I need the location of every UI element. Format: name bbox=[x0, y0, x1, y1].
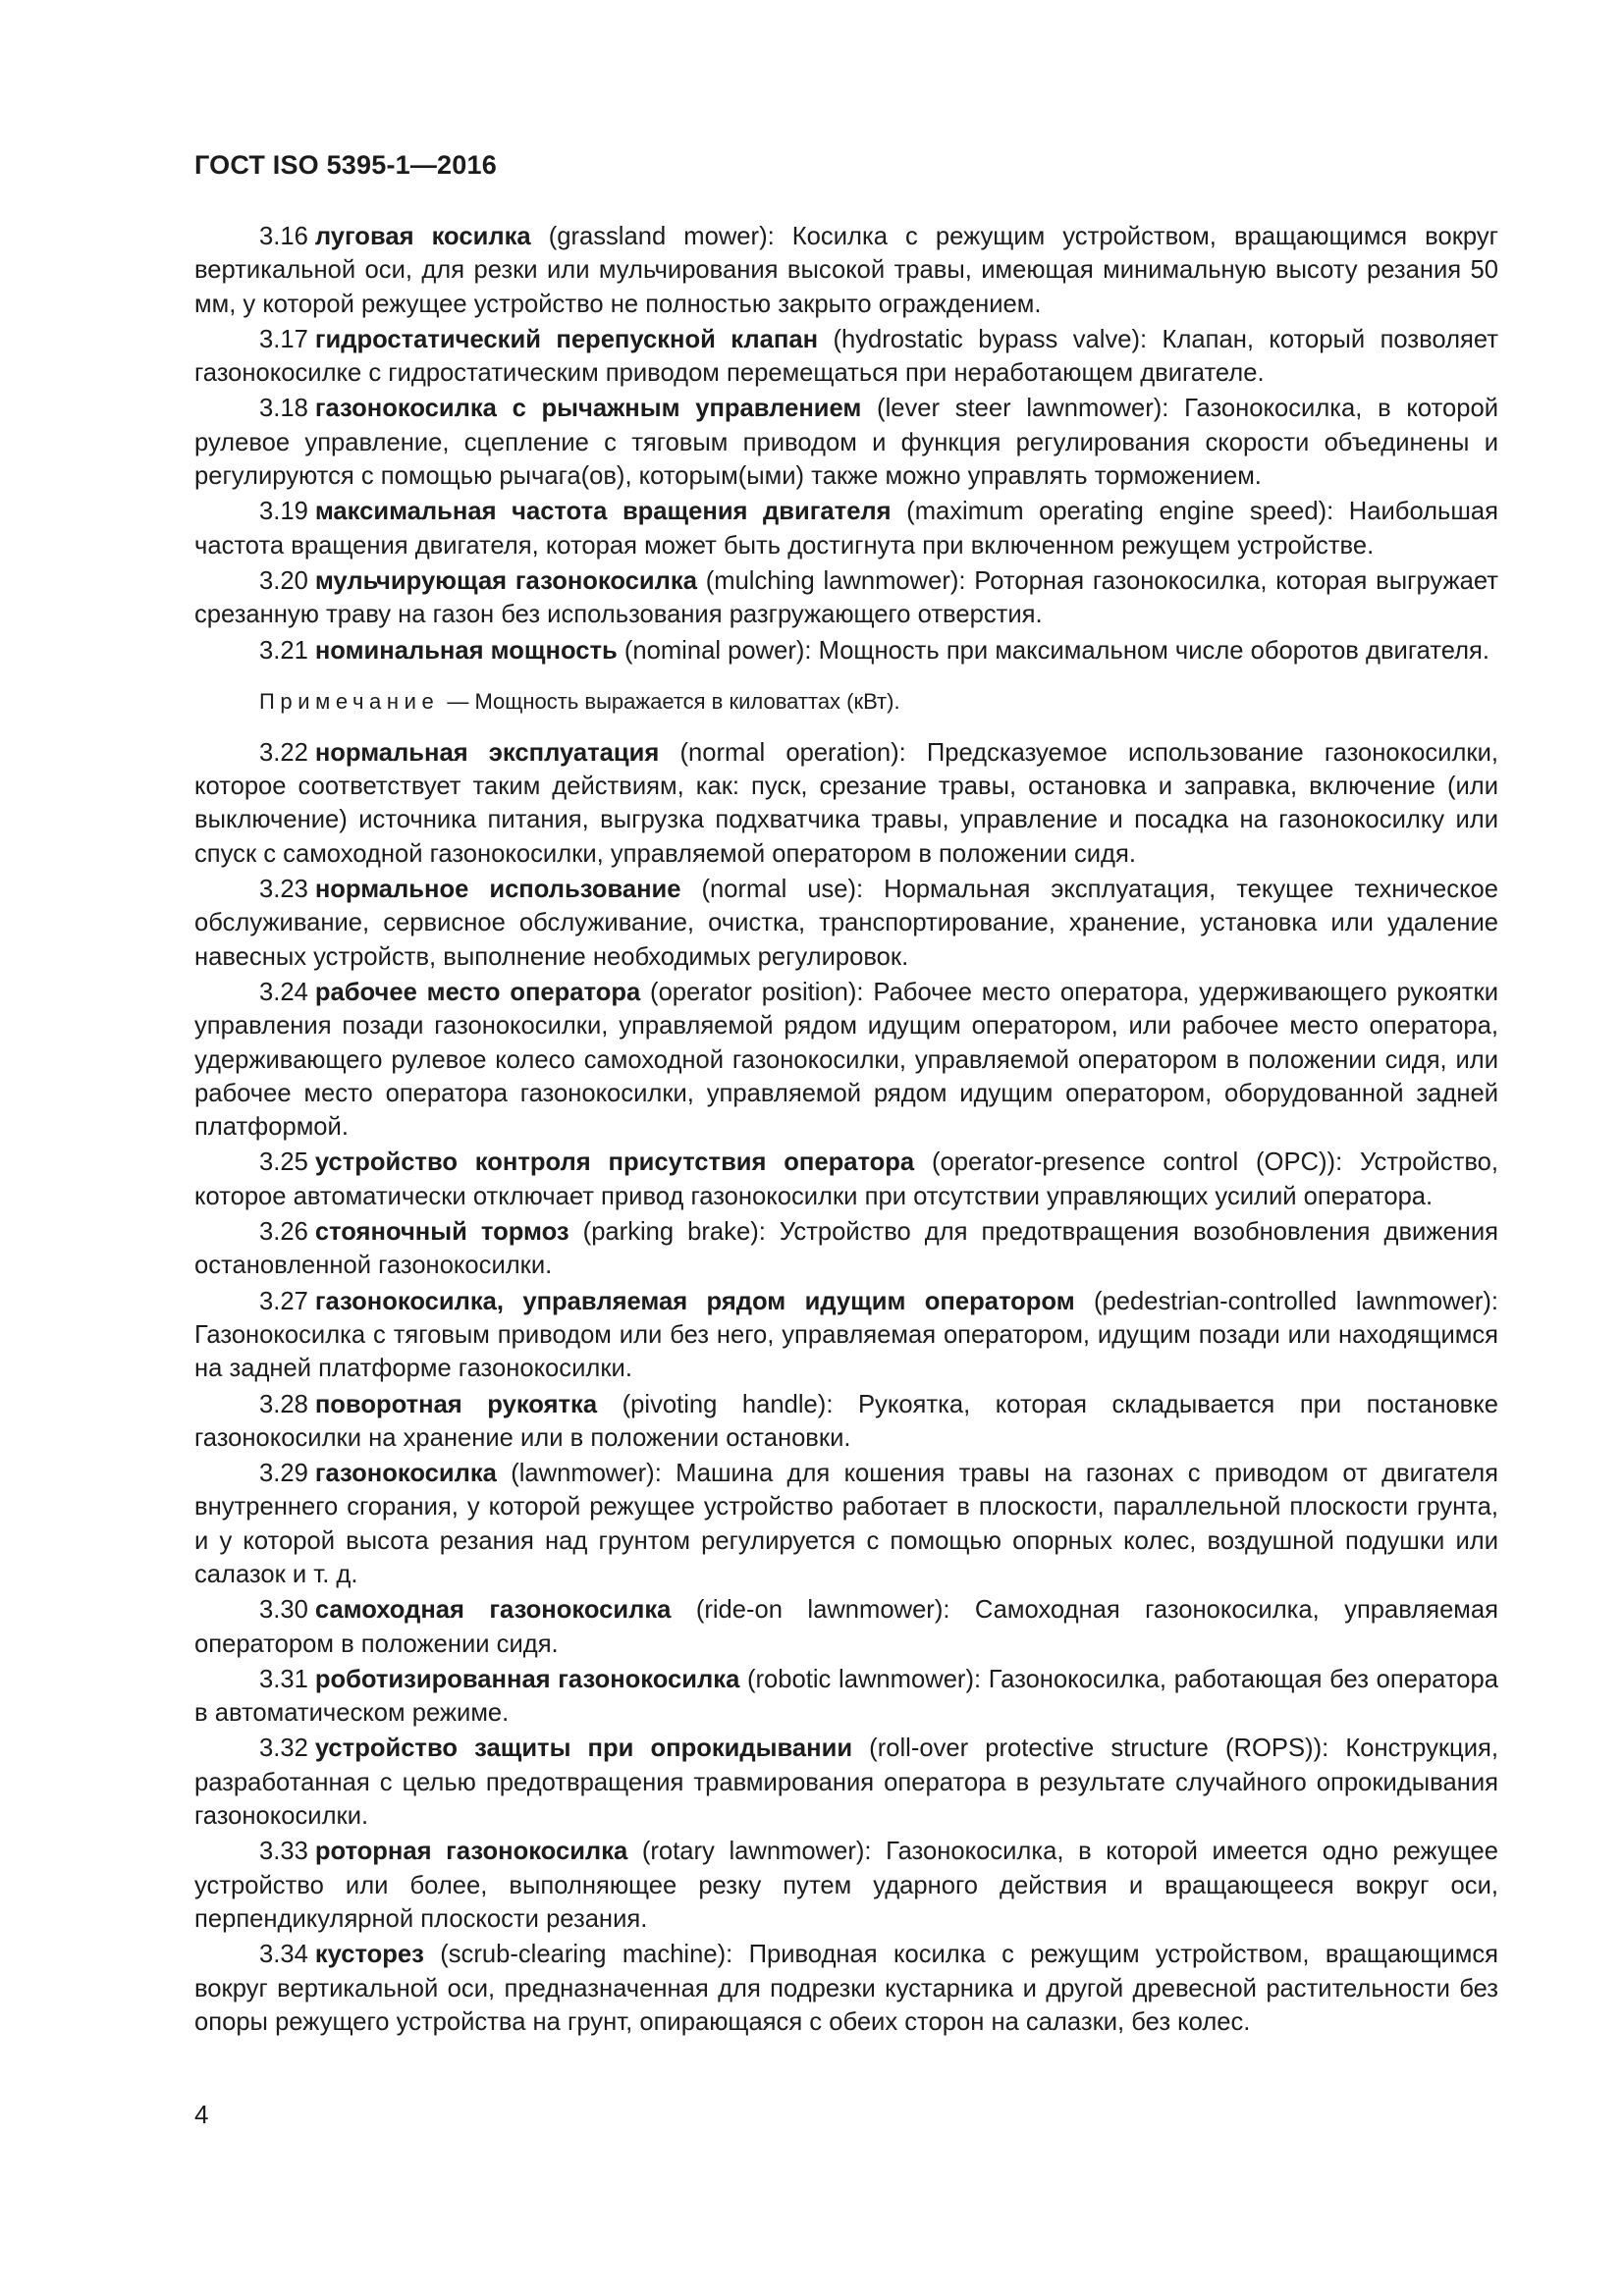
term-definition: (maximum operating engine speed): Наибольшая частота вращения двигателя, которая может быть достигнута при включенном режущем устройстве. bbox=[194, 498, 1499, 560]
term-name: кусторез bbox=[314, 1941, 424, 1969]
term-name: рабочее место оператора bbox=[314, 978, 641, 1006]
term-definition: (hydrostatic bypass valve): Клапан, который позволяет газонокосилке с гидростатическим приводом перемещаться при неработающем двигателе. bbox=[194, 325, 1498, 388]
term-name: устройство защиты при опрокидывании bbox=[314, 1735, 853, 1763]
term-number: 3.28 bbox=[259, 1390, 308, 1418]
term-definition: (roll-over protective structure (ROPS)): Конструкция, разработанная с целью предотвращения травмирования оператора в результате случайного опрокидывания газонокосилки. bbox=[194, 1735, 1498, 1831]
term-definition: (pedestrian-controlled lawnmower): Газонокосилка с тяговым приводом или без него, управляемая оператором, идущим позади или находящимся на задней платформе газонокосилки. bbox=[194, 1287, 1498, 1383]
note-label: Примечание bbox=[259, 688, 440, 714]
term-name: нормальное использование bbox=[314, 876, 681, 904]
term-definition: (ride-on lawnmower): Самоходная газонокосилка, управляемая оператором в положении сидя. bbox=[194, 1596, 1498, 1658]
term-entry bbox=[194, 1146, 1498, 1213]
term-entry bbox=[194, 1285, 1498, 1386]
term-name: устройство контроля присутствия оператора bbox=[314, 1148, 915, 1177]
term-name: нормальная эксплуатация bbox=[314, 738, 660, 767]
term-definition: (pivoting handle): Рукоятка, которая складывается при постановке газонокосилки на хранение или в положении остановки. bbox=[194, 1390, 1499, 1452]
term-entry bbox=[194, 564, 1498, 632]
term-name: поворотная рукоятка bbox=[314, 1390, 598, 1418]
term-definition: (grassland mower): Косилка с режущим устройством, вращающимся вокруг вертикальной оси, для резки или мульчирования высокой травы, имеющая минимальную высоту резания 50 мм, у которой режущее устройство не полностью закрыто ограждением. bbox=[194, 223, 1498, 318]
term-number: 3.20 bbox=[259, 566, 308, 595]
term-number: 3.27 bbox=[259, 1287, 308, 1315]
term-name: максимальная частота вращения двигателя bbox=[314, 498, 892, 526]
term-definition: (normal use): Нормальная эксплуатация, текущее техническое обслуживание, сервисное обслуживание, очистка, транспортирование, хранение, установка или удаление навесных устройств, выполнение необходимых регулировок. bbox=[194, 876, 1499, 971]
term-definition: (robotic lawnmower): Газонокосилка, работающая без оператора в автоматическом режиме. bbox=[194, 1665, 1498, 1728]
term-number: 3.29 bbox=[259, 1460, 308, 1488]
term-entry bbox=[194, 495, 1498, 562]
term-definition: (mulching lawnmower): Роторная газонокосилка, которая выгружает срезанную траву на газон без использования разгружающего отверстия. bbox=[194, 566, 1498, 629]
note-text: — Мощность выражается в киловаттах (кВт). bbox=[447, 688, 900, 714]
term-entry bbox=[194, 323, 1498, 391]
term-name: мульчирующая газонокосилка bbox=[314, 566, 697, 595]
term-number: 3.33 bbox=[259, 1838, 308, 1866]
term-number: 3.30 bbox=[259, 1596, 308, 1625]
term-number: 3.24 bbox=[259, 978, 308, 1006]
term-entry bbox=[194, 976, 1498, 1144]
term-name: самоходная газонокосилка bbox=[314, 1596, 672, 1625]
term-entry bbox=[194, 220, 1498, 321]
term-entry bbox=[194, 1938, 1498, 2039]
term-definition: (lever steer lawnmower): Газонокосилка, в которой рулевое управление, сцепление с тяговым приводом и функция регулирования скорости объединены и регулируются с помощью рычага(ов), которым(ыми) также можно управлять торможением. bbox=[194, 395, 1498, 491]
term-number: 3.16 bbox=[259, 223, 308, 250]
term-definition: (nominal power): Мощность при максимальном числе оборотов двигателя. bbox=[617, 636, 1490, 665]
term-name: гидростатический перепускной клапан bbox=[314, 325, 819, 353]
term-entry bbox=[194, 1457, 1498, 1591]
term-entry bbox=[194, 1593, 1498, 1661]
term-entry bbox=[194, 1215, 1498, 1283]
term-definition: (rotary lawnmower): Газонокосилка, в которой имеется одно режущее устройство или более, выполняющее резку путем ударного действия и вращающееся вокруг оси, перпендикулярной плоскости резания. bbox=[194, 1838, 1498, 1933]
term-name: газонокосилка с рычажным управлением bbox=[314, 395, 862, 423]
term-name: роботизированная газонокосилка bbox=[314, 1665, 740, 1693]
term-number: 3.31 bbox=[259, 1665, 308, 1693]
term-entry bbox=[194, 634, 1498, 667]
term-definition: (parking brake): Устройство для предотвращения возобновления движения остановленной газонокосилки. bbox=[194, 1218, 1498, 1280]
term-number: 3.19 bbox=[259, 498, 308, 526]
term-number: 3.21 bbox=[259, 636, 308, 665]
term-definition: (operator position): Рабочее место оператора, удерживающего рукоятки управления позади газонокосилки, управляемой рядом идущим оператором, или рабочее место оператора, удерживающего рулевое колесо самоходной газонокосилки, управляемой оператором в положении сидя, или рабочее место оператора газонокосилки, управляемой рядом идущим оператором, оборудованной задней платформой. bbox=[194, 978, 1498, 1142]
term-entry bbox=[194, 1663, 1498, 1731]
term-definition: (operator-presence control (OPC)): Устройство, которое автоматически отключает привод газонокосилки при отсутствии управляющих усилий оператора. bbox=[194, 1148, 1498, 1210]
term-name: газонокосилка bbox=[314, 1460, 497, 1488]
term-number: 3.17 bbox=[259, 325, 308, 353]
term-entry bbox=[194, 392, 1498, 493]
term-name: номинальная мощность bbox=[314, 636, 618, 665]
document-body bbox=[194, 220, 1498, 2041]
term-definition: (normal operation): Предсказуемое использование газонокосилки, которое соответствует таким действиям, как: пуск, срезание травы, остановка и заправка, включение (или выключение) источника питания, выгрузка подхватчика травы, управление и посадка на газонокосилку или спуск с самоходной газонокосилки, управляемой оператором в положении сидя. bbox=[194, 738, 1499, 868]
term-number: 3.18 bbox=[259, 395, 308, 423]
term-entry bbox=[194, 1835, 1498, 1936]
term-number: 3.32 bbox=[259, 1735, 308, 1763]
term-name: газонокосилка, управляемая рядом идущим оператором bbox=[314, 1287, 1075, 1315]
term-name: луговая косилка bbox=[314, 223, 531, 250]
term-entry bbox=[194, 1388, 1498, 1456]
term-name: роторная газонокосилка bbox=[314, 1838, 628, 1866]
term-name: стояночный тормоз bbox=[314, 1218, 569, 1247]
term-number: 3.22 bbox=[259, 738, 308, 767]
term-entry bbox=[194, 736, 1498, 871]
term-entry bbox=[194, 873, 1498, 974]
term-number: 3.34 bbox=[259, 1941, 308, 1969]
note bbox=[194, 685, 1498, 719]
page-number: 4 bbox=[194, 2100, 209, 2129]
document-header: ГОСТ ISO 5395-1—2016 bbox=[194, 150, 497, 180]
term-entry bbox=[194, 1732, 1498, 1833]
term-definition: (scrub-clearing machine): Приводная косилка с режущим устройством, вращающимся вокруг вертикальной оси, предназначенная для подрезки кустарника и другой древесной растительности без опоры режущего устройства на грунт, опирающаяся с обеих сторон на салазки, без колес. bbox=[194, 1941, 1498, 2036]
term-number: 3.25 bbox=[259, 1148, 308, 1177]
term-number: 3.23 bbox=[259, 876, 308, 904]
term-number: 3.26 bbox=[259, 1218, 308, 1247]
term-definition: (lawnmower): Машина для кошения травы на газонах с приводом от двигателя внутреннего сгорания, у которой режущее устройство работает в плоскости, параллельной плоскости грунта, и у которой высота резания над грунтом регулируется с помощью опорных колес, воздушной подушки или салазок и т. д. bbox=[194, 1460, 1498, 1588]
